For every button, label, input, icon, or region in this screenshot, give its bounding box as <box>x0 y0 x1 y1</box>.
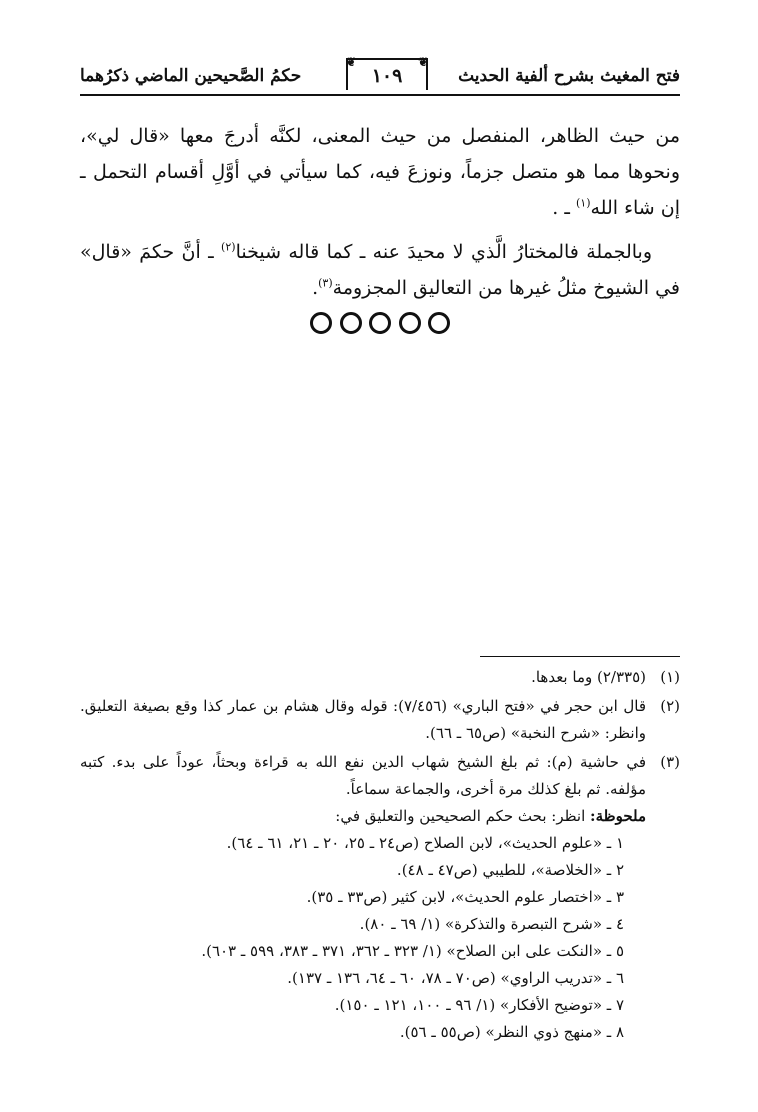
corner-ornament-icon: ❦ <box>346 55 357 69</box>
circle-ornament-icon <box>369 312 391 334</box>
footnote-1: (١) (٢/٣٣٥) وما بعدها. <box>531 668 680 686</box>
circle-ornament-icon <box>340 312 362 334</box>
main-text <box>80 118 680 314</box>
paragraph-2: وبالجملة فالمختارُ الَّذي لا محيدَ عنه ـ كما قاله شيخنا$^{(٢)}$ ـ أنَّ حكمَ «قال» في الشيوخ مثلُ غيرها من التعاليق المجزومة$^{(٣)}$. <box>80 240 680 299</box>
circle-ornament-icon <box>310 312 332 334</box>
list-item: ٧ ـ «توضيح الأفكار» (١/ ٩٦ ـ ١٠٠، ١٢١ ـ ١٥٠). <box>334 996 624 1014</box>
list-item: ١ ـ «علوم الحديث»، لابن الصلاح (ص٢٤ ـ ٢٥، ٢٠ ـ ٢١، ٦١ ـ ٦٤). <box>226 834 624 852</box>
footnote-2: (٢) قال ابن حجر في «فتح الباري» (٧/٤٥٦): قوله وقال هشام بن عمار كذا وقع بصيغة التعليق. وانظر: «شرح النخبة» (ص٦٥ ـ ٦٦). <box>80 697 680 742</box>
paragraph-1: من حيث الظاهر، المنفصل من حيث المعنى، لكنَّه أدرجَ معها «قال لي»، ونحوها مما هو متصل جزماً، ونوزعَ فيه، كما سيأتي في أوَّلِ أقسام التحمل ـ إن شاء الله$^{(١)}$ ـ . <box>80 125 680 219</box>
footnote-separator <box>480 656 680 657</box>
footnotes <box>80 664 680 1048</box>
footnote-ref-2: (٢) <box>221 240 236 254</box>
running-header <box>80 55 680 96</box>
list-item: ٣ ـ «اختصار علوم الحديث»، لابن كثير (ص٣٣ ـ ٣٥). <box>306 888 624 906</box>
note-heading: ملحوظة: انظر: بحث حكم الصحيحين والتعليق في: <box>335 807 646 825</box>
list-item: ٢ ـ «الخلاصة»، للطيبي (ص٤٧ ـ ٤٨). <box>396 861 624 879</box>
footnote-ref-1: (١) <box>575 196 591 210</box>
section-divider-ornament <box>310 312 450 336</box>
circle-ornament-icon <box>399 312 421 334</box>
section-title: حكمُ الصَّحيحين الماضي ذكرُهما <box>80 66 302 86</box>
book-title: فتح المغيث بشرح ألفية الحديث <box>458 66 680 86</box>
corner-ornament-icon: ❦ <box>417 55 428 69</box>
page-number-box <box>346 55 428 90</box>
footnote-ref-3: (٣) <box>318 276 333 290</box>
circle-ornament-icon <box>428 312 450 334</box>
list-item: ٤ ـ «شرح التبصرة والتذكرة» (١/ ٦٩ ـ ٨٠). <box>359 915 624 933</box>
list-item: ٨ ـ «منهج ذوي النظر» (ص٥٥ ـ ٥٦). <box>399 1023 624 1041</box>
list-item: ٦ ـ «تدريب الراوي» (ص٧٠ ـ ٧٨، ٦٠ ـ ٦٤، ١٣٦ ـ ١٣٧). <box>287 969 624 987</box>
page-number: ١٠٩ <box>371 65 403 87</box>
list-item: ٥ ـ «النكت على ابن الصلاح» (١/ ٣٢٣ ـ ٣٦٢، ٣٧١ ـ ٣٨٣، ٥٩٩ ـ ٦٠٣). <box>201 942 624 960</box>
footnote-3: (٣) في حاشية (م): ثم بلغ الشيخ شهاب الدين نفع الله به قراءة وبحثاً، عوداً على بدء. كتبه مؤلفه. ثم بلغ كذلك مرة أخرى، والجماعة سماعاً. ملحوظة: انظر: بحث حكم الصحيحين والتعليق في: ١ ـ «علوم الحديث»، لابن الصلاح (ص٢٤ ـ ٢٥، ٢٠ ـ ٢١، ٦١ ـ ٦٤). ٢ ـ «الخلاصة»، للطيبي (ص٤٧ ـ ٤٨). ٣ ـ «اختصار علوم الحديث»، لابن كثير (ص٣٣ ـ ٣٥). ٤ ـ «شرح التبصرة والتذكرة» (١/ ٦٩ ـ ٨٠). ٥ ـ «النكت على ابن الصلاح» (١/ ٣٢٣ ـ ٣٦٢، ٣٧١ ـ ٣٨٣، ٥٩٩ ـ ٦٠٣). ٦ ـ «تدريب الراوي» (ص٧٠ ـ ٧٨، ٦٠ ـ ٦٤، ١٣٦ ـ ١٣٧). ٧ ـ «توضيح الأفكار» (١/ ٩٦ ـ ١٠٠، ١٢١ ـ ١٥٠). ٨ ـ «منهج ذوي النظر» (ص٥٥ ـ ٥٦). <box>80 749 680 1046</box>
